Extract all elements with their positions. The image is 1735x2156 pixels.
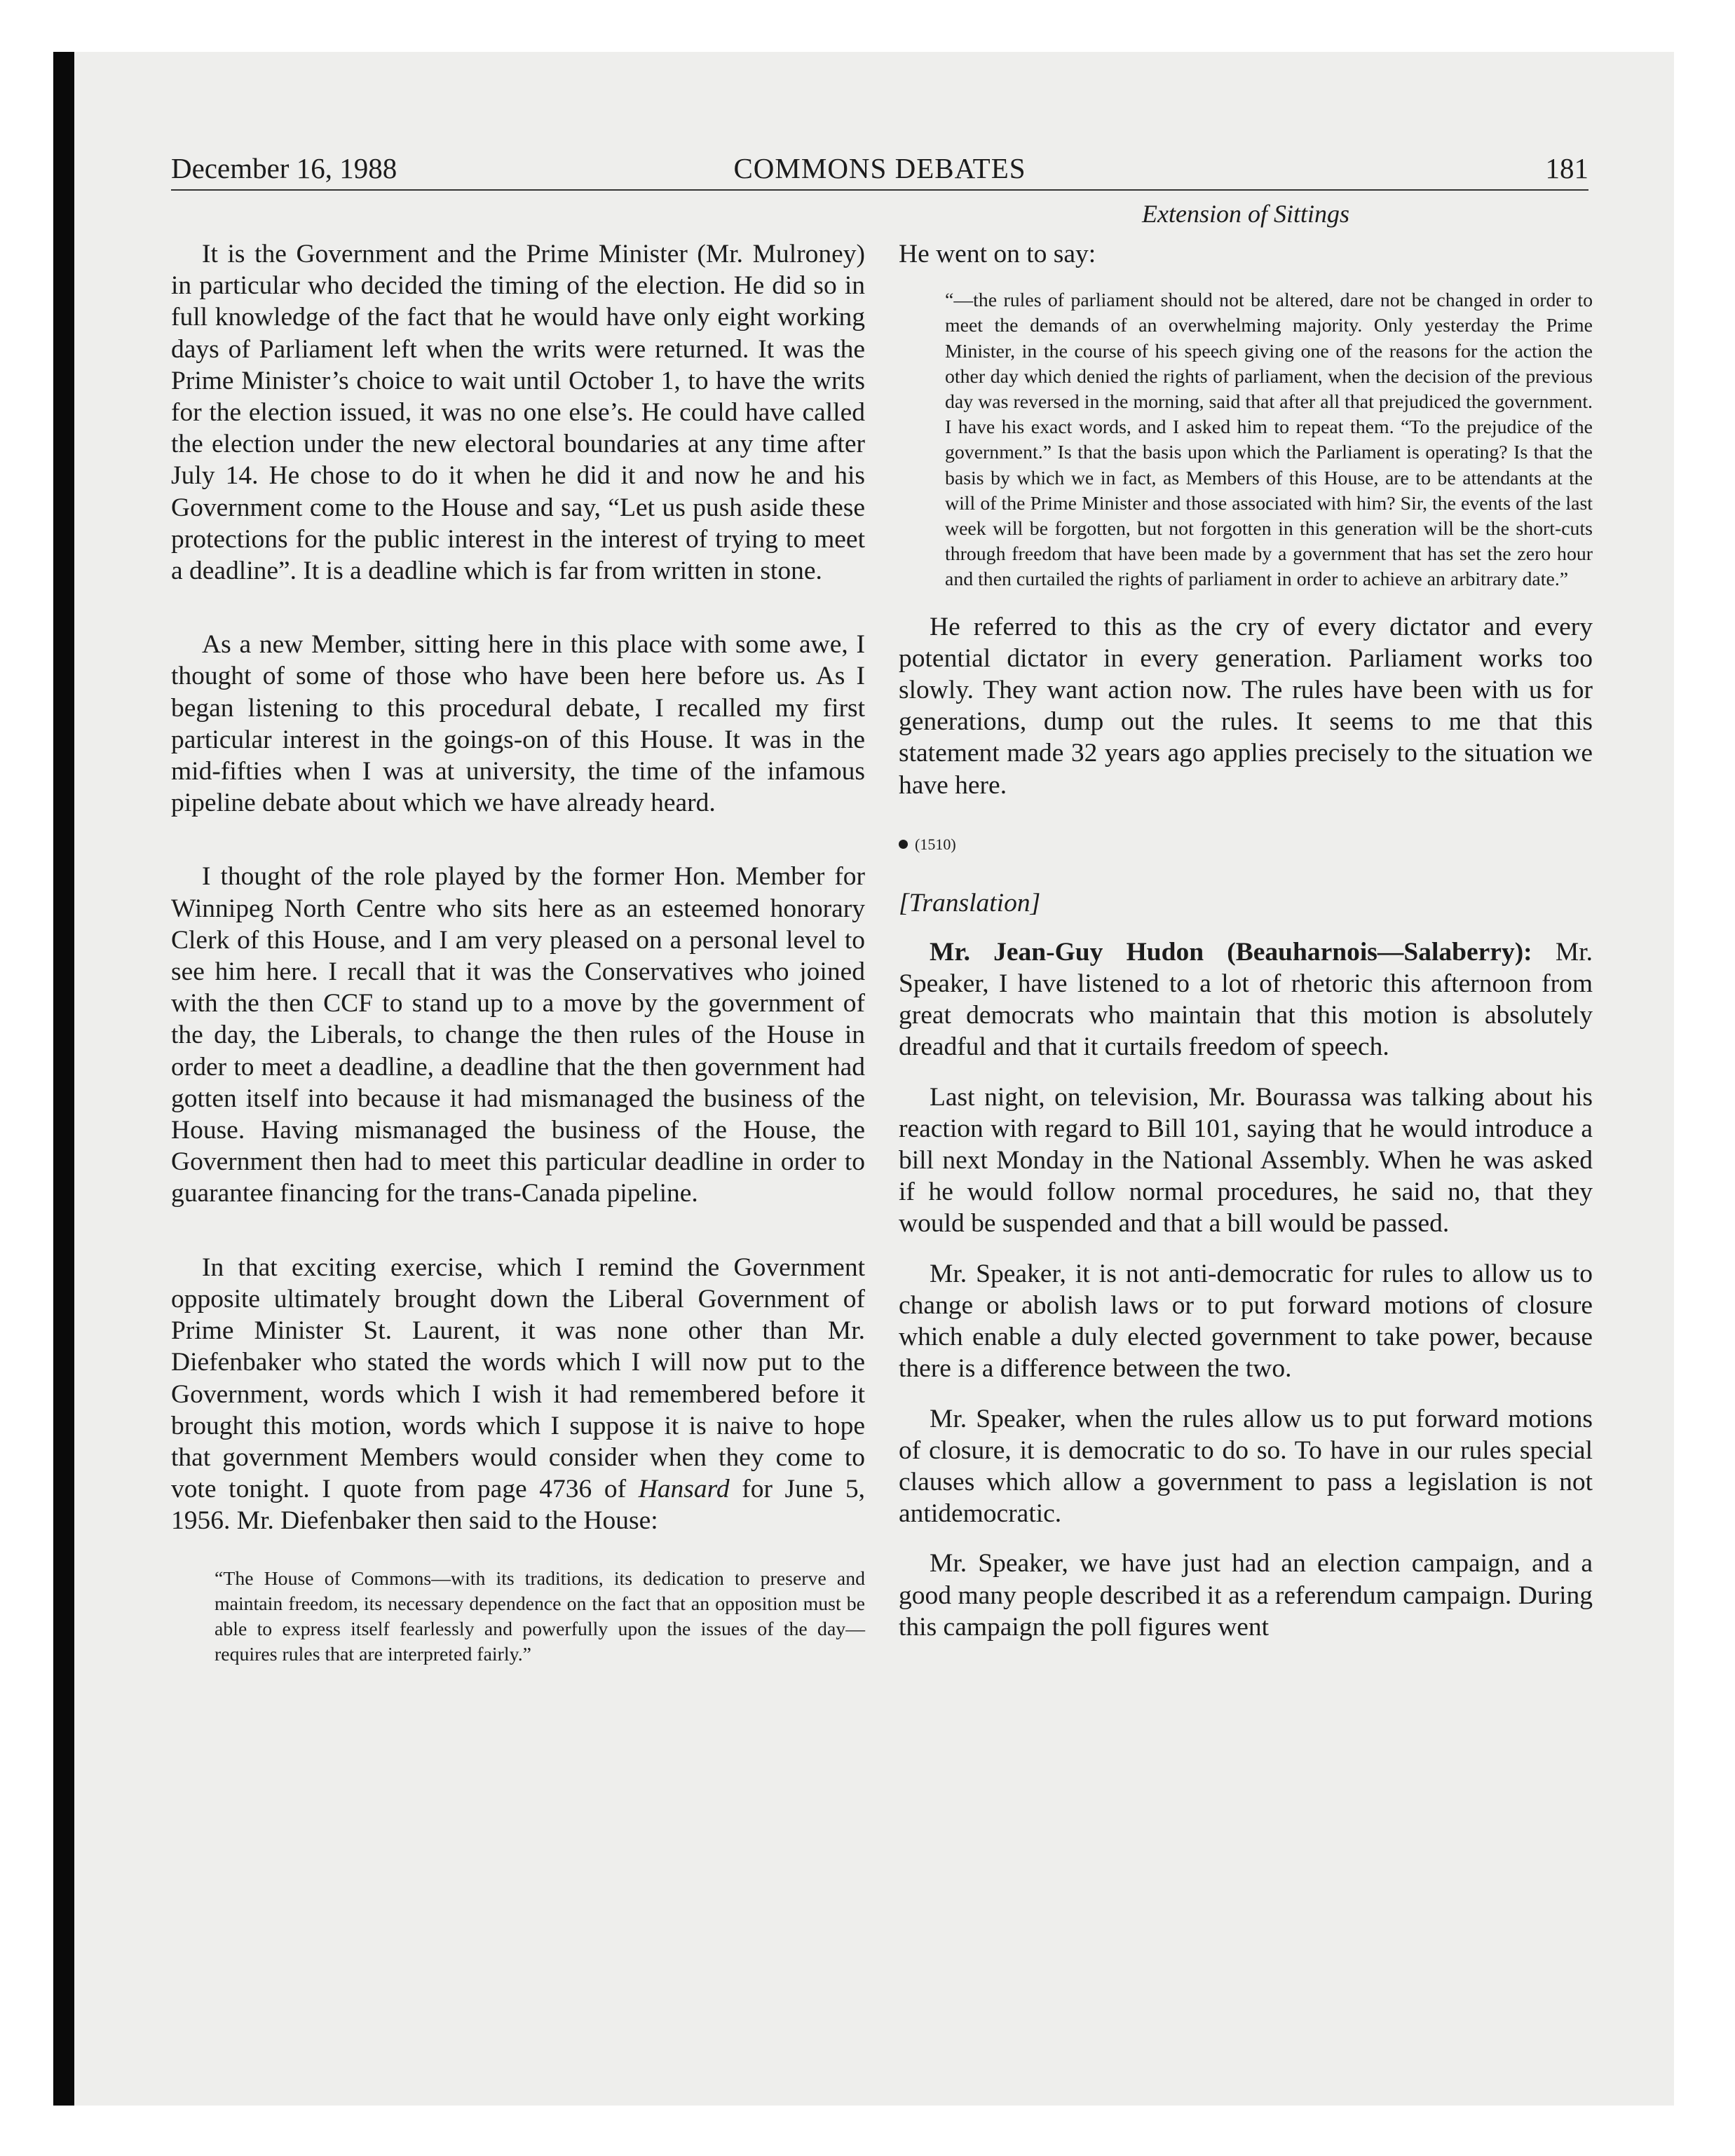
hansard-citation: Hansard bbox=[638, 1475, 730, 1504]
left-paragraph-4-text-b: for June 5, 1956. Mr. Diefenbaker then said to the House: bbox=[171, 1475, 865, 1536]
left-paragraph-1: It is the Government and the Prime Minister (Mr. Mulroney) in particular who decided the timing of the election. He did so in full knowledge of the fact that he would have only eight working days of Parliament left when the writs were returned. It was the Prime Minister’s choice to wait until October 1, to have the writs for the election issued, it was no one else’s. He could have called the election under the new electoral boundaries at any time after July 14. He chose to do it when he did it and now he and his Government come to the House and say, “Let us push aside these protections for the public interest in the interest of trying to meet a deadline”. It is a deadline which is far from written in stone. bbox=[171, 240, 865, 586]
speaker-name: Mr. Jean-Guy Hudon (Beauharnois—Salaberry): bbox=[930, 937, 1532, 967]
right-paragraph-3-text: Mr. Speaker, I have listened to a lot of rhetoric this afternoon from great democrats who maintain that this motion is absolutely dreadful and that it curtails freedom of speech. bbox=[899, 937, 1593, 1062]
section-heading: Extension of Sittings bbox=[1142, 200, 1349, 228]
page-header bbox=[171, 149, 1588, 191]
right-paragraph-3 bbox=[899, 936, 1593, 1063]
right-paragraph-7: Mr. Speaker, we have just had an election campaign, and a good many people described it as a referendum campaign. During this campaign the poll figures went bbox=[899, 1549, 1593, 1642]
header-title: COMMONS DEBATES bbox=[733, 152, 1026, 184]
left-column bbox=[171, 199, 865, 1667]
binding-edge bbox=[53, 52, 74, 2106]
time-marker bbox=[899, 831, 1593, 859]
right-paragraph-5: Mr. Speaker, it is not anti-democratic for rules to allow us to change or abolish laws or to put forward motions of closure which enable a duly elected government to take power, because there is a difference between the two. bbox=[899, 1259, 1593, 1384]
bullet-icon bbox=[899, 840, 908, 849]
left-paragraph-4 bbox=[171, 1252, 865, 1537]
left-paragraph-3: I thought of the role played by the former Hon. Member for Winnipeg North Centre who sits here as an esteemed honorary Clerk of this House, and I am very pleased on a personal level to see him here. I recall that it was the Conservatives who joined with the then CCF to stand up to a move by the government of the day, the Liberals, to change the then rules of the House in order to meet a deadline, a deadline that the then government had gotten itself into because it had mismanaged the business of the House. Having mismanaged the business of the House, the Government then had to meet this particular deadline in order to guarantee financing for the trans-Canada pipeline. bbox=[171, 862, 865, 1208]
left-paragraph-4-text-a: In that exciting exercise, which I remind the Government opposite ultimately brought down the Liberal Government of Prime Minister St. Laurent, it was none other than Mr. Diefenbaker who stated the words which I will now put to the Government, words which I wish it had remembered before it brought this motion, words which I suppose it is naive to hope that government Members would consider when they come to vote tonight. I quote from page 4736 of bbox=[171, 1253, 865, 1504]
left-block-quote: “The House of Commons—with its traditions, its dedication to preserve and maintain freedom, its necessary dependence on the fact that an opposition must be able to express itself fearlessly and powerfully upon the issues of the day—requires rules that are interpreted fairly.” bbox=[215, 1567, 865, 1666]
right-block-quote: “—the rules of parliament should not be altered, dare not be changed in order to meet the demands of an overwhelming majority. Only yesterday the Prime Minister, in the course of his speech giving one of the reasons for the action the other day which denied the rights of parliament, when the decision of the previous day was reversed in the morning, said that after all that prejudiced the government. I have his exact words, and I asked him to repeat them. “To the prejudice of the government.” Is that the basis upon which the Parliament is operating? Is that the basis by which we in fact, as Members of this House, are to be attendants at the will of the Prime Minister and those associated with him? Sir, the events of the last week will be forgotten, but not forgotten in this generation will be the short-cuts through freedom that have been made by a government that has set the zero hour and then curtailed the rights of parliament in order to achieve an arbitrary date.” bbox=[945, 289, 1593, 591]
right-column bbox=[899, 199, 1593, 1643]
right-paragraph-4: Last night, on television, Mr. Bourassa was talking about his reaction with regard to Bill 101, saying that he would introduce a bill next Monday in the National Assembly. When he was asked if he would follow normal procedures, he said no, that they would be suspended and that a bill would be passed. bbox=[899, 1082, 1593, 1239]
right-paragraph-6: Mr. Speaker, when the rules allow us to put forward motions of closure, it is democratic to do so. To have in our rules special clauses which allow a government to pass a legislation is not antidemocratic. bbox=[899, 1404, 1593, 1529]
right-paragraph-2: He referred to this as the cry of every dictator and every potential dictator in every generation. Parliament works too slowly. They want action now. The rules have been with us for generations, dump out the rules. It seems to me that this statement made 32 years ago applies precisely to the situation we have here. bbox=[899, 612, 1593, 800]
time-marker-text: (1510) bbox=[915, 835, 956, 853]
right-paragraph-1: He went on to say: bbox=[899, 240, 1096, 268]
left-paragraph-2: As a new Member, sitting here in this place with some awe, I thought of some of those who have been here before us. As I began listening to this procedural debate, I recalled my first particular interest in the goings-on of this House. It was in the mid-fifties when I was at university, the time of the infamous pipeline debate about which we have already heard. bbox=[171, 630, 865, 818]
header-date: December 16, 1988 bbox=[171, 152, 397, 184]
page-number: 181 bbox=[1545, 152, 1588, 184]
translation-label: [Translation] bbox=[899, 888, 1041, 917]
